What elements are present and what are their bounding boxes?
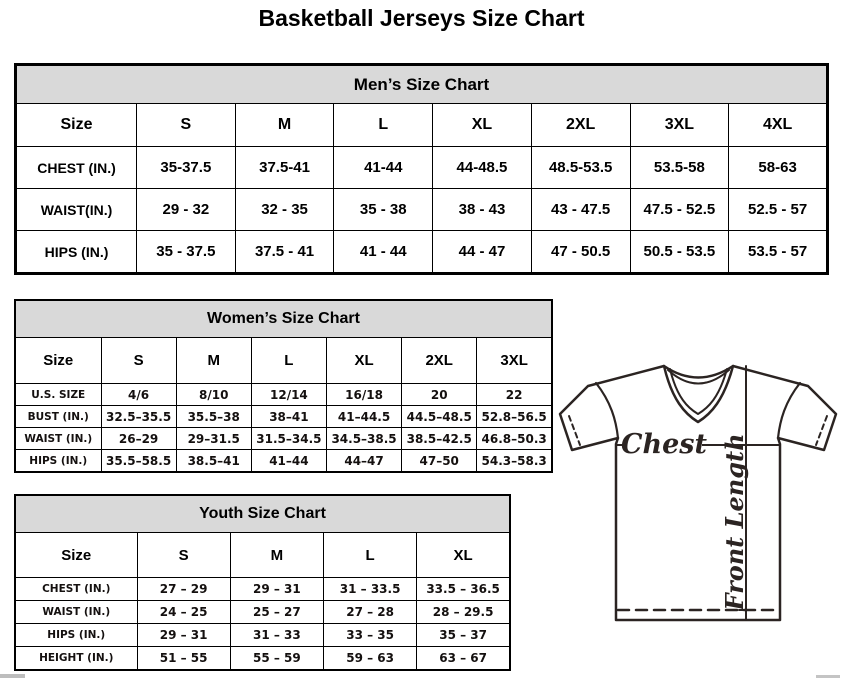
size-value-cell: 41–44 xyxy=(251,450,326,473)
left-cuff-dashed-line xyxy=(569,416,580,445)
size-value-cell: 37.5 - 41 xyxy=(235,231,334,274)
column-header: L xyxy=(251,338,326,384)
size-value-cell: 32.5–35.5 xyxy=(101,406,176,428)
size-value-cell: 52.8–56.5 xyxy=(477,406,552,428)
youth-chart-title: Youth Size Chart xyxy=(15,495,510,533)
size-value-cell: 59 – 63 xyxy=(324,647,417,671)
column-header: Size xyxy=(16,104,137,147)
size-value-cell: 16/18 xyxy=(326,384,401,406)
size-value-cell: 38.5–42.5 xyxy=(402,428,477,450)
size-value-cell: 37.5-41 xyxy=(235,147,334,189)
size-value-cell: 55 – 59 xyxy=(230,647,323,671)
size-value-cell: 58-63 xyxy=(729,147,828,189)
column-header: XL xyxy=(433,104,532,147)
column-header: 2XL xyxy=(402,338,477,384)
table-row xyxy=(15,300,552,338)
column-header: 3XL xyxy=(477,338,552,384)
size-value-cell: 34.5–38.5 xyxy=(326,428,401,450)
row-label: HEIGHT (IN.) xyxy=(15,647,137,671)
row-label: WAIST (IN.) xyxy=(15,601,137,624)
size-value-cell: 41-44 xyxy=(334,147,433,189)
table-row xyxy=(16,147,828,189)
size-value-cell: 27 – 29 xyxy=(137,578,230,601)
chest-label: Chest xyxy=(621,429,707,460)
size-value-cell: 44–47 xyxy=(326,450,401,473)
size-value-cell: 47.5 - 52.5 xyxy=(630,189,729,231)
size-value-cell: 29 – 31 xyxy=(230,578,323,601)
row-label: U.S. SIZE xyxy=(15,384,101,406)
column-header: Size xyxy=(15,338,101,384)
column-header: XL xyxy=(326,338,401,384)
table-row xyxy=(16,231,828,274)
size-value-cell: 25 – 27 xyxy=(230,601,323,624)
column-header: S xyxy=(101,338,176,384)
size-value-cell: 48.5-53.5 xyxy=(531,147,630,189)
horizontal-scrollbar-left-thumb[interactable] xyxy=(0,674,25,678)
size-value-cell: 46.8–50.3 xyxy=(477,428,552,450)
size-value-cell: 33.5 – 36.5 xyxy=(417,578,510,601)
size-value-cell: 47 - 50.5 xyxy=(531,231,630,274)
size-value-cell: 35 – 37 xyxy=(417,624,510,647)
jersey-outline xyxy=(560,366,836,620)
column-header: S xyxy=(137,533,230,578)
size-value-cell: 27 – 28 xyxy=(324,601,417,624)
size-value-cell: 31 – 33.5 xyxy=(324,578,417,601)
size-value-cell: 28 – 29.5 xyxy=(417,601,510,624)
size-value-cell: 53.5 - 57 xyxy=(729,231,828,274)
mens-chart-title: Men’s Size Chart xyxy=(16,65,828,104)
table-row xyxy=(15,338,552,384)
size-value-cell: 29 – 31 xyxy=(137,624,230,647)
size-value-cell: 54.3–58.3 xyxy=(477,450,552,473)
column-header: Size xyxy=(15,533,137,578)
size-value-cell: 50.5 - 53.5 xyxy=(630,231,729,274)
table-row xyxy=(15,428,552,450)
size-value-cell: 44-48.5 xyxy=(433,147,532,189)
size-value-cell: 35 - 37.5 xyxy=(137,231,236,274)
size-value-cell: 26–29 xyxy=(101,428,176,450)
row-label: CHEST (IN.) xyxy=(16,147,137,189)
size-value-cell: 35.5–58.5 xyxy=(101,450,176,473)
size-value-cell: 29 - 32 xyxy=(137,189,236,231)
mens-size-chart-table xyxy=(14,63,829,275)
column-header: L xyxy=(324,533,417,578)
row-label: CHEST (IN.) xyxy=(15,578,137,601)
womens-size-chart-table xyxy=(14,299,553,473)
table-row xyxy=(15,450,552,473)
size-value-cell: 52.5 - 57 xyxy=(729,189,828,231)
column-header: 2XL xyxy=(531,104,630,147)
size-value-cell: 44 - 47 xyxy=(433,231,532,274)
column-header: M xyxy=(235,104,334,147)
size-value-cell: 4/6 xyxy=(101,384,176,406)
left-sleeve-seam xyxy=(596,383,618,438)
size-value-cell: 44.5–48.5 xyxy=(402,406,477,428)
column-header: M xyxy=(230,533,323,578)
size-value-cell: 35 - 38 xyxy=(334,189,433,231)
row-label: WAIST (IN.) xyxy=(15,428,101,450)
size-value-cell: 35.5–38 xyxy=(176,406,251,428)
table-row xyxy=(15,384,552,406)
size-value-cell: 38.5–41 xyxy=(176,450,251,473)
size-value-cell: 31.5–34.5 xyxy=(251,428,326,450)
size-value-cell: 38 - 43 xyxy=(433,189,532,231)
size-value-cell: 29–31.5 xyxy=(176,428,251,450)
size-value-cell: 12/14 xyxy=(251,384,326,406)
size-value-cell: 53.5-58 xyxy=(630,147,729,189)
size-value-cell: 8/10 xyxy=(176,384,251,406)
size-value-cell: 38–41 xyxy=(251,406,326,428)
table-row xyxy=(15,647,510,671)
table-row xyxy=(16,104,828,147)
right-cuff-dashed-line xyxy=(816,416,827,445)
table-row xyxy=(15,578,510,601)
column-header: M xyxy=(176,338,251,384)
v-neck-inner xyxy=(670,369,727,414)
front-length-label: Front Length xyxy=(720,433,749,611)
table-row xyxy=(15,495,510,533)
size-value-cell: 43 - 47.5 xyxy=(531,189,630,231)
horizontal-scrollbar-right-thumb[interactable] xyxy=(816,675,840,678)
right-sleeve-seam xyxy=(778,383,800,438)
size-value-cell: 51 – 55 xyxy=(137,647,230,671)
row-label: WAIST(IN.) xyxy=(16,189,137,231)
table-row xyxy=(16,189,828,231)
table-row xyxy=(15,601,510,624)
column-header: L xyxy=(334,104,433,147)
size-value-cell: 20 xyxy=(402,384,477,406)
size-value-cell: 47–50 xyxy=(402,450,477,473)
row-label: HIPS (IN.) xyxy=(15,450,101,473)
size-value-cell: 32 - 35 xyxy=(235,189,334,231)
table-row xyxy=(15,533,510,578)
womens-chart-title: Women’s Size Chart xyxy=(15,300,552,338)
column-header: XL xyxy=(417,533,510,578)
row-label: HIPS (IN.) xyxy=(15,624,137,647)
column-header: 3XL xyxy=(630,104,729,147)
table-row xyxy=(15,624,510,647)
table-row xyxy=(16,65,828,104)
size-value-cell: 33 – 35 xyxy=(324,624,417,647)
column-header: 4XL xyxy=(729,104,828,147)
size-value-cell: 31 – 33 xyxy=(230,624,323,647)
size-value-cell: 63 – 67 xyxy=(417,647,510,671)
column-header: S xyxy=(137,104,236,147)
row-label: BUST (IN.) xyxy=(15,406,101,428)
size-value-cell: 24 – 25 xyxy=(137,601,230,624)
size-value-cell: 41–44.5 xyxy=(326,406,401,428)
youth-size-chart-table xyxy=(14,494,511,671)
table-row xyxy=(15,406,552,428)
jersey-measurement-diagram xyxy=(556,352,841,634)
size-value-cell: 35-37.5 xyxy=(137,147,236,189)
size-value-cell: 22 xyxy=(477,384,552,406)
page-title: Basketball Jerseys Size Chart xyxy=(258,5,585,31)
row-label: HIPS (IN.) xyxy=(16,231,137,274)
size-value-cell: 41 - 44 xyxy=(334,231,433,274)
